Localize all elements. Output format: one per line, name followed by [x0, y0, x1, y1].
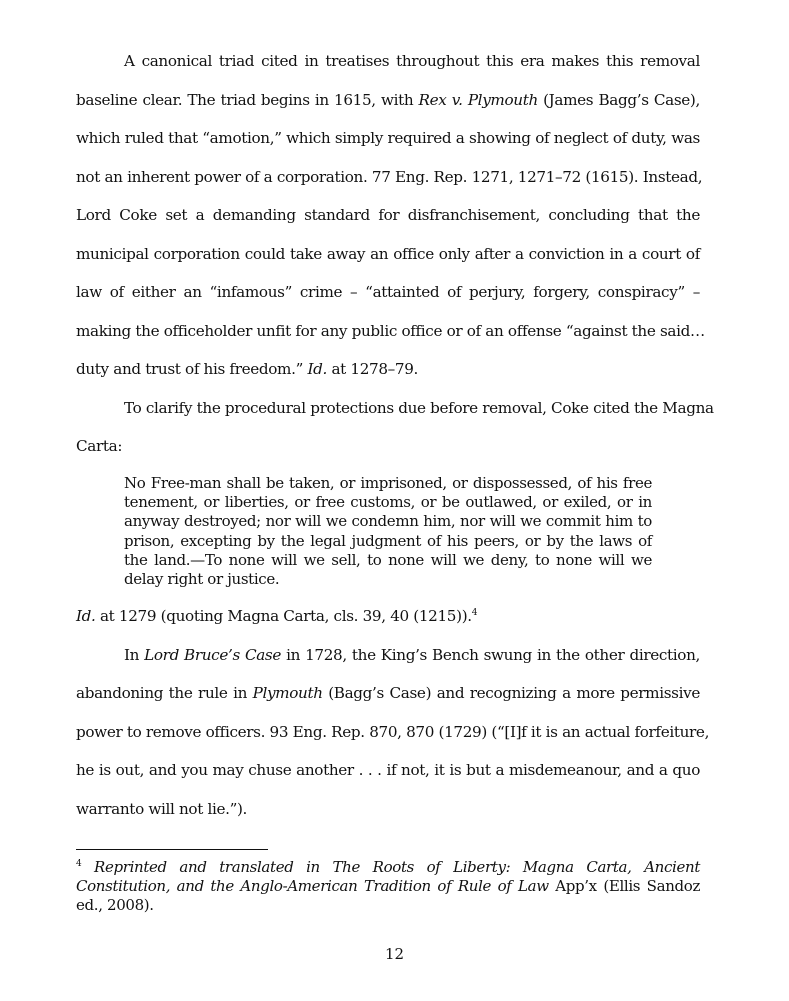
footnote-number: 4 [76, 859, 82, 869]
paragraph-1-line-5: Lord Coke set a demanding standard for disfranchisement, concluding that the [76, 206, 700, 224]
text: in 1728, the King’s Bench swung in the other direction, [281, 646, 700, 664]
paragraph-1-line-9 [76, 359, 700, 379]
text: duty and trust of his freedom.” [76, 360, 308, 378]
text: at 1279 (quoting Magna Carta, cls. 39, 40 (1215)). [95, 607, 472, 625]
block-quote-line: No Free-man shall be taken, or imprisoned, or dispossessed, of his free [124, 474, 652, 492]
paragraph-4-line-3: power to remove officers. 93 Eng. Rep. 870, 870 (1729) (“[I]f it is an actual forfeiture, [76, 723, 710, 741]
paragraph-1-line-7: law of either an “infamous” crime – “attainted of perjury, forgery, conspiracy” – [76, 283, 700, 301]
case-name-plymouth: Plymouth [252, 684, 323, 702]
paragraph-4-line-4: he is out, and you may chuse another . . . if not, it is but a misdemeanour, and a quo [76, 761, 700, 779]
paragraph-4-line-5: warranto will not lie.”). [76, 800, 248, 818]
block-quote-line: tenement, or liberties, or free customs, or be outlawed, or exiled, or in [124, 493, 652, 512]
footnote-line-2 [76, 877, 700, 896]
footnote-separator [76, 849, 268, 850]
paragraph-1-line-3: which ruled that “amotion,” which simply required a showing of neglect of duty, was [76, 129, 700, 147]
text: (James Bagg’s Case), [537, 91, 700, 109]
paragraph-4-line-1 [76, 645, 700, 665]
footnote-line-3: ed., 2008). [76, 896, 154, 914]
footnote-line-1 [76, 858, 700, 877]
block-quote-line: prison, excepting by the legal judgment of his peers, or by the laws of [124, 531, 652, 550]
block-quote-line: delay right or justice. [124, 570, 280, 589]
paragraph-1-line-2 [76, 90, 700, 110]
block-quote-magna-carta [124, 474, 652, 589]
text: In [124, 646, 145, 664]
paragraph-1-line-4: not an inherent power of a corporation. 77 Eng. Rep. 1271, 1271–72 (1615). Instead, [76, 168, 703, 186]
text: abandoning the rule in [76, 684, 253, 702]
block-quote-line: the land.—To none will we sell, to none will we deny, to none will we [124, 550, 652, 569]
text: App’x (Ellis Sandoz [548, 877, 700, 895]
page-number: 12 [384, 945, 405, 963]
case-name-lord-bruces-case: Lord Bruce’s Case [144, 646, 282, 664]
footnote-title: Reprinted and translated in The Roots of Liberty: Magna Carta, Ancient [94, 858, 700, 876]
text: baseline clear. The triad begins in 1615, with [76, 91, 419, 109]
footnote-title: Constitution, and the Anglo-American Tradition of Rule of Law [76, 877, 549, 895]
block-quote-line: anyway destroyed; nor will we condemn him, nor will we commit him to [124, 512, 652, 531]
paragraph-4-line-2 [76, 683, 700, 703]
id-citation: Id. [76, 607, 96, 625]
text: (Bagg’s Case) and recognizing a more permissive [322, 684, 701, 702]
case-name-rex-v-plymouth: Rex v. Plymouth [418, 91, 538, 109]
text: at 1278–79. [326, 360, 418, 378]
paragraph-2-line-1: To clarify the procedural protections due before removal, Coke cited the Magna [124, 399, 714, 417]
citation-line [76, 606, 700, 626]
id-citation: Id. [307, 360, 327, 378]
paragraph-1-line-6: municipal corporation could take away an office only after a conviction in a court of [76, 245, 700, 263]
paragraph-1-line-1: A canonical triad cited in treatises throughout this era makes this removal [124, 52, 700, 70]
paragraph-1-line-8: making the officeholder unfit for any public office or of an offense “against the said… [76, 322, 705, 340]
paragraph-2-line-2: Carta: [76, 437, 123, 455]
footnote-reference[interactable]: 4 [471, 608, 478, 618]
